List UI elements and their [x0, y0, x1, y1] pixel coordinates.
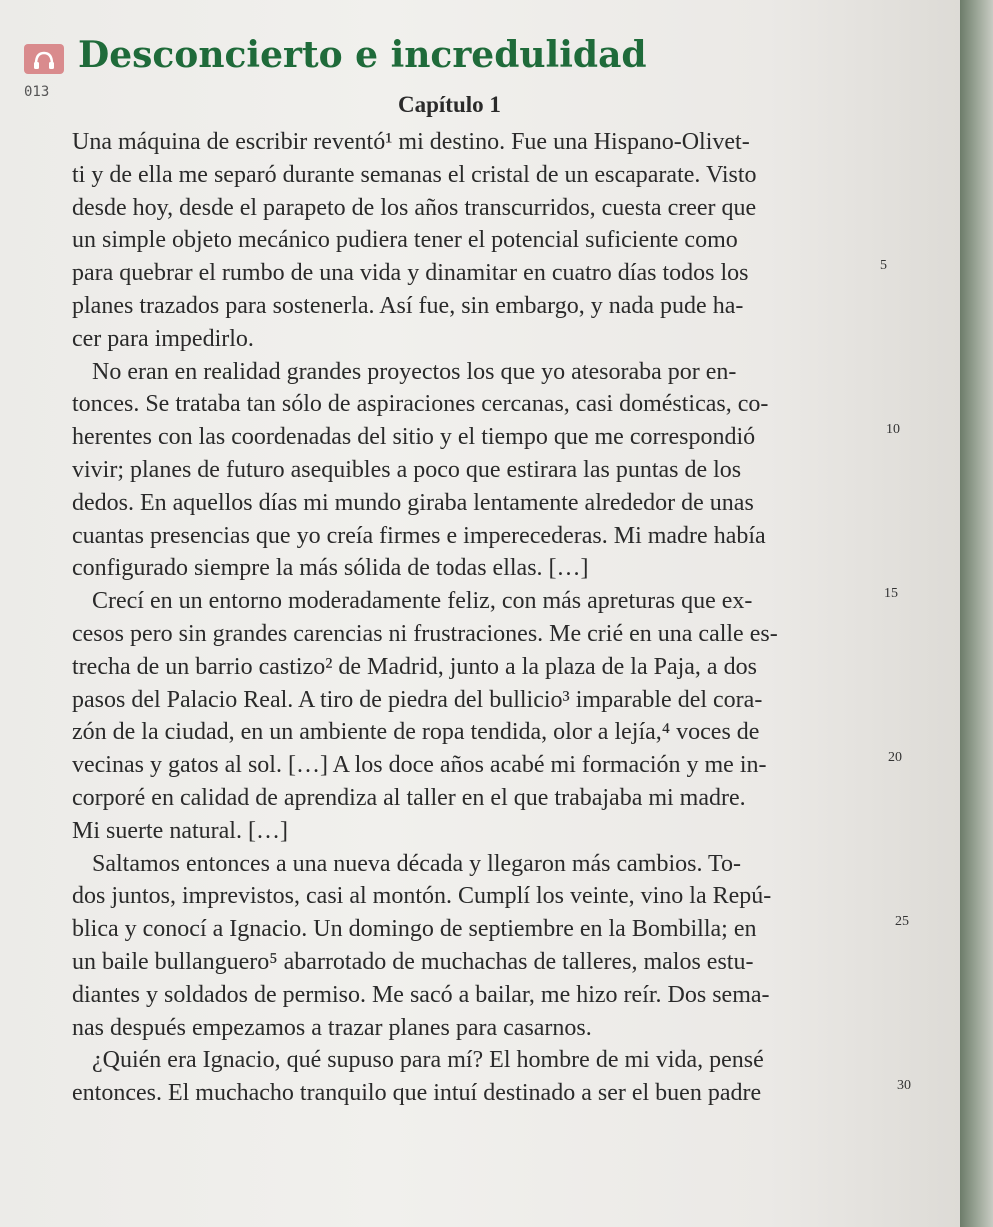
text-line: ¿Quién era Ignacio, qué supuso para mí? El hombre de mi vida, pensé: [92, 1047, 764, 1074]
line-number: 25: [895, 914, 909, 929]
text-line: planes trazados para sostenerla. Así fue, sin embargo, y nada pude ha-: [72, 292, 744, 319]
text-line: ti y de ella me separó durante semanas el cristal de un escaparate. Visto: [72, 161, 757, 188]
track-number: 013: [24, 84, 50, 100]
body-text: [72, 126, 862, 1110]
text-line: pasos del Palacio Real. A tiro de piedra del bullicio³ imparable del cora-: [72, 686, 763, 713]
text-line: blica y conocí a Ignacio. Un domingo de septiembre en la Bombilla; en: [72, 916, 757, 943]
text-line: para quebrar el rumbo de una vida y dinamitar en cuatro días todos los: [72, 260, 749, 287]
line-number: 20: [888, 750, 902, 765]
text-line: configurado siempre la más sólida de todas ellas. […]: [72, 555, 589, 582]
line-number: 30: [897, 1078, 911, 1093]
text-line: tonces. Se trataba tan sólo de aspiraciones cercanas, casi domésticas, co-: [72, 391, 769, 418]
text-line: un simple objeto mecánico pudiera tener el potencial suficiente como: [72, 227, 738, 254]
text-line: Una máquina de escribir reventó¹ mi destino. Fue una Hispano-Olivet-: [72, 129, 750, 155]
text-line: dedos. En aquellos días mi mundo giraba lentamente alrededor de unas: [72, 489, 754, 516]
text-line: cesos pero sin grandes carencias ni frustraciones. Me crié en una calle es-: [72, 620, 778, 647]
text-line: Mi suerte natural. […]: [72, 817, 288, 844]
text-line: cer para impedirlo.: [72, 325, 254, 352]
text-line: vecinas y gatos al sol. […] A los doce años acabé mi formación y me in-: [72, 752, 767, 779]
text-line: diantes y soldados de permiso. Me sacó a bailar, me hizo reír. Dos sema-: [72, 981, 770, 1008]
text-line: un baile bullanguero⁵ abarrotado de muchachas de talleres, malos estu-: [72, 948, 754, 975]
text-line: desde hoy, desde el parapeto de los años transcurridos, cuesta creer que: [72, 194, 757, 221]
line-number: 15: [884, 586, 898, 601]
chapter-heading: Capítulo 1: [398, 92, 501, 117]
text-line: entonces. El muchacho tranquilo que intuí destinado a ser el buen padre: [72, 1080, 762, 1107]
section-title: Desconcierto e incredulidad: [78, 34, 647, 76]
line-number: 5: [880, 258, 887, 273]
text-line: No eran en realidad grandes proyectos los que yo atesoraba por en-: [92, 358, 737, 385]
text-line: zón de la ciudad, en un ambiente de ropa tendida, olor a lejía,⁴ voces de: [72, 719, 760, 746]
line-number: 10: [886, 422, 900, 437]
text-line: vivir; planes de futuro asequibles a poco que estirara las puntas de los: [72, 456, 742, 483]
text-line: herentes con las coordenadas del sitio y el tiempo que me correspondió: [72, 424, 756, 451]
text-line: nas después empezamos a trazar planes para casarnos.: [72, 1014, 592, 1041]
text-line: cuantas presencias que yo creía firmes e imperecederas. Mi madre había: [72, 522, 766, 549]
text-line: trecha de un barrio castizo² de Madrid, junto a la plaza de la Paja, a dos: [72, 653, 757, 680]
audio-track-icon[interactable]: [24, 44, 64, 74]
text-line: dos juntos, imprevistos, casi al montón. Cumplí los veinte, vino la Repú-: [72, 883, 772, 910]
page-edge: [960, 0, 993, 1227]
text-line: Saltamos entonces a una nueva década y llegaron más cambios. To-: [92, 850, 741, 877]
text-line: Crecí en un entorno moderadamente feliz, con más apreturas que ex-: [92, 588, 753, 615]
text-line: corporé en calidad de aprendiza al taller en el que trabajaba mi madre.: [72, 784, 746, 811]
